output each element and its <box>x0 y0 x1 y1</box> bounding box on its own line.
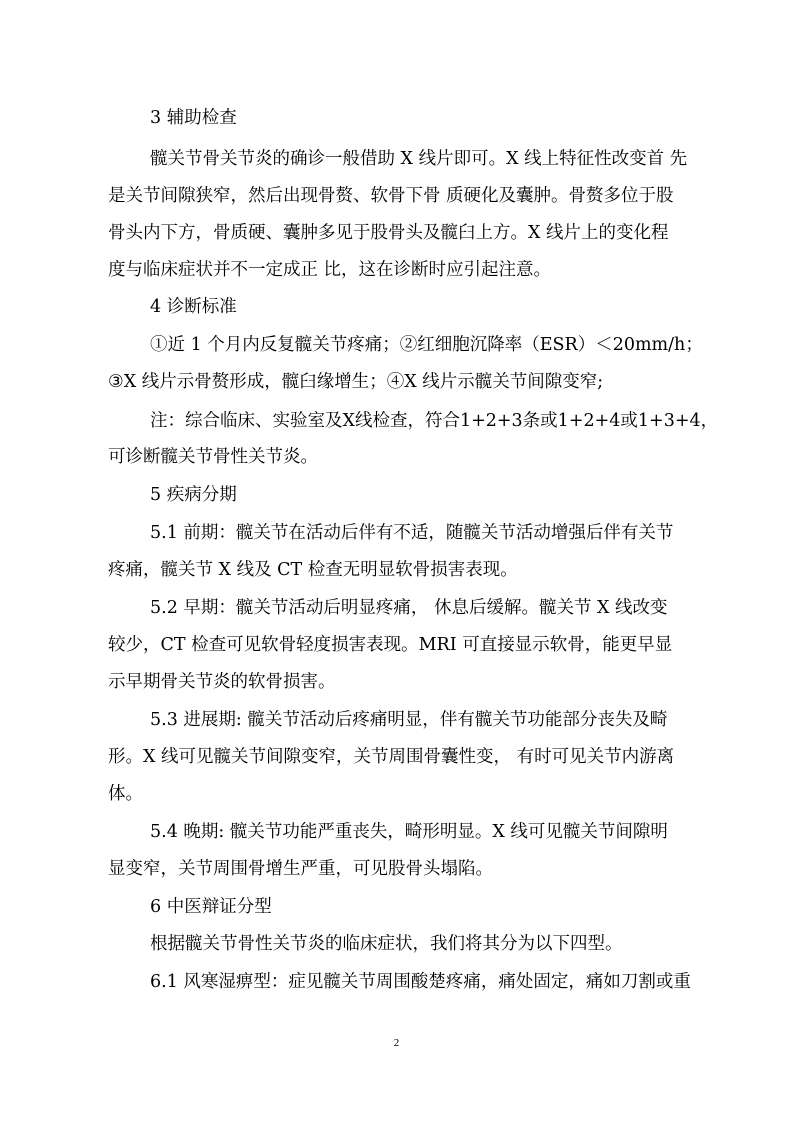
note-line: 可诊断髋关节骨性关节炎。 <box>108 447 318 467</box>
body-line: 疼痛，髋关节 X 线及 CT 检查无明显软骨损害表现。 <box>108 560 518 580</box>
heading-diagnostic-criteria: 4 诊断标准 <box>150 297 237 317</box>
body-line: 度与临床症状并不一定成正 比，这在诊断时应引起注意。 <box>108 260 552 280</box>
body-line: 骨头内下方，骨质硬、囊肿多见于股骨头及髋臼上方。X 线片上的变化程 <box>108 223 669 243</box>
body-line: 5.3 进展期: 髋关节活动后疼痛明显，伴有髋关节功能部分丧失及畸 <box>150 710 668 730</box>
note-line: 注：综合临床、实验室及X线检查，符合1+2+3条或1+2+4或1+3+4， <box>150 411 719 431</box>
heading-auxiliary-exam: 3 辅助检查 <box>150 108 237 128</box>
body-line: 较少，CT 检查可见软骨轻度损害表现。MRI 可直接显示软骨，能更早显 <box>108 635 673 655</box>
body-line: 形。X 线可见髋关节间隙变窄，关节周围骨囊性变， 有时可见关节内游离 <box>108 747 675 767</box>
page-number: 2 <box>393 1037 400 1049</box>
heading-tcm-syndrome-types: 6 中医辩证分型 <box>150 897 272 917</box>
body-line: 5.1 前期：髋关节在活动后伴有不适，随髋关节活动增强后伴有关节 <box>150 523 674 543</box>
body-line: 根据髋关节骨性关节炎的临床症状，我们将其分为以下四型。 <box>150 934 623 954</box>
body-line: 体。 <box>108 784 143 804</box>
body-line: 髋关节骨关节炎的确诊一般借助 X 线片即可。X 线上特征性改变首 先 <box>150 149 688 169</box>
body-line: 5.2 早期：髋关节活动后明显疼痛， 休息后缓解。髋关节 X 线改变 <box>150 598 668 618</box>
criteria-line: ①近 1 个月内反复髋关节疼痛；②红细胞沉降率（ESR）＜20mm/h； <box>150 335 703 355</box>
body-line: 显变窄，关节周围骨增生严重，可见股骨头塌陷。 <box>108 859 493 879</box>
body-line: 示早期骨关节炎的软骨损害。 <box>108 672 336 692</box>
criteria-line: ③X 线片示骨赘形成，髋臼缘增生；④X 线片示髋关节间隙变窄; <box>108 372 604 392</box>
body-line: 5.4 晚期: 髋关节功能严重丧失，畸形明显。X 线可见髋关节间隙明 <box>150 822 668 842</box>
heading-disease-staging: 5 疾病分期 <box>150 485 237 505</box>
body-line: 是关节间隙狭窄，然后出现骨赘、软骨下骨 质硬化及囊肿。骨赘多位于股 <box>108 186 674 206</box>
body-line: 6.1 风寒湿痹型：症见髋关节周围酸楚疼痛，痛处固定，痛如刀割或重 <box>150 972 691 992</box>
